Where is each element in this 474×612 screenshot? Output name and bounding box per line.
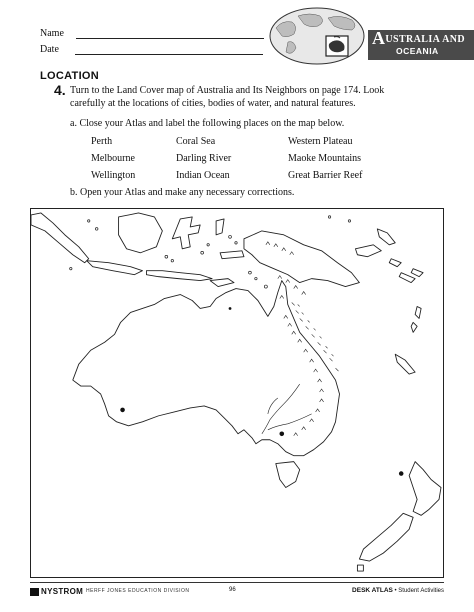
australia-mainland xyxy=(73,281,340,456)
tasmania-island xyxy=(276,462,300,488)
atlas-subtitle: • Student Activities xyxy=(392,588,444,594)
place-melbourne: Melbourne xyxy=(91,153,135,164)
vanuatu-islands xyxy=(411,306,421,332)
date-line[interactable] xyxy=(75,46,263,55)
map-svg xyxy=(31,209,443,577)
new-ireland-island xyxy=(377,229,395,245)
publisher-division: HERFF JONES EDUCATION DIVISION xyxy=(86,588,190,594)
sumatra-island xyxy=(31,213,89,263)
date-field-row xyxy=(40,44,263,55)
java-island xyxy=(87,261,143,275)
new-guinea-island xyxy=(244,231,359,287)
lesser-sunda-islands xyxy=(146,271,212,281)
new-caledonia-island xyxy=(395,354,415,374)
step-a-instruction: a. Close your Atlas and label the following places on the map below. xyxy=(70,118,345,129)
place-western-plateau: Western Plateau xyxy=(288,136,353,147)
chapter-banner xyxy=(368,20,474,60)
nystrom-logo-icon xyxy=(30,588,39,596)
world-globe-icon xyxy=(268,6,366,66)
place-coral-sea: Coral Sea xyxy=(176,136,216,147)
timor-island xyxy=(210,279,234,287)
place-indian-ocean: Indian Ocean xyxy=(176,170,230,181)
place-wellington: Wellington xyxy=(91,170,136,181)
name-field-row xyxy=(40,28,264,39)
page-footer xyxy=(30,582,444,598)
atlas-credit xyxy=(352,587,444,594)
banner-title-rest: USTRALIA AND xyxy=(385,34,465,45)
place-maoke-mountains: Maoke Mountains xyxy=(288,153,362,164)
page-number: 96 xyxy=(229,587,236,593)
seram-island xyxy=(220,251,244,259)
halmahera-island xyxy=(216,219,224,235)
place-perth: Perth xyxy=(91,136,113,147)
solomon-islands xyxy=(389,259,423,283)
publisher-logo xyxy=(30,587,83,596)
date-label: Date xyxy=(40,44,59,55)
question-number: 4. xyxy=(54,82,66,98)
stewart-island xyxy=(357,565,363,571)
sulawesi-island xyxy=(172,217,200,249)
perth-dot xyxy=(120,408,125,413)
question-text: Turn to the Land Cover map of Australia and Its Neighbors on page 174. Look carefully at the locations of cities, bodies of water, and natural features. xyxy=(70,85,385,109)
melbourne-dot xyxy=(279,431,284,436)
name-line[interactable] xyxy=(76,30,264,39)
step-b-instruction: b. Open your Atlas and make any necessary corrections. xyxy=(70,187,295,198)
atlas-title: DESK ATLAS xyxy=(352,587,393,594)
outline-map[interactable] xyxy=(30,208,444,578)
section-title: LOCATION xyxy=(40,70,100,82)
banner-subtitle: OCEANIA xyxy=(396,46,439,56)
place-great-barrier-reef: Great Barrier Reef xyxy=(288,170,363,181)
banner-title-initial: A xyxy=(372,28,386,48)
wellington-dot xyxy=(399,471,404,476)
new-britain-island xyxy=(355,245,381,257)
name-label: Name xyxy=(40,28,64,39)
place-darling-river: Darling River xyxy=(176,153,232,164)
darwin-dot xyxy=(229,307,232,310)
new-zealand-south-island xyxy=(359,513,413,561)
publisher-name: NYSTROM xyxy=(41,587,84,596)
new-zealand-north-island xyxy=(409,462,441,516)
borneo-island xyxy=(119,213,163,253)
